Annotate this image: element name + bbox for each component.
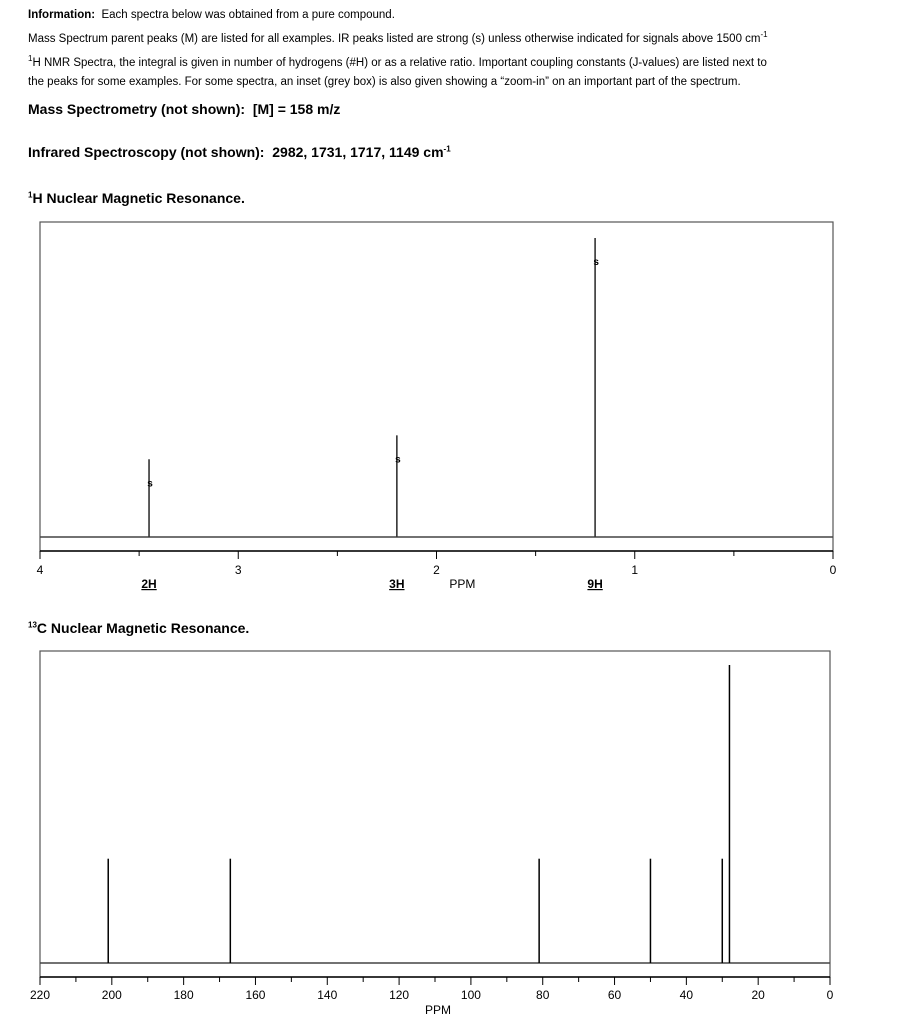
infrared-value: 2982, 1731, 1717, 1149 cm	[272, 144, 444, 160]
info-label: Information:	[28, 9, 96, 21]
h-nmr-tick-label: 0	[829, 563, 837, 577]
h-nmr-peak-multiplicity: s	[147, 478, 153, 490]
h-nmr-title-text: H Nuclear Magnetic Resonance.	[32, 190, 245, 206]
c-nmr-title-text: C Nuclear Magnetic Resonance.	[36, 620, 250, 636]
infrared-sup: -1	[443, 144, 451, 154]
c-nmr-tick-label: 140	[317, 988, 338, 1002]
c-nmr-tick-label: 220	[29, 988, 51, 1002]
c-nmr-tick-label: 200	[101, 988, 122, 1002]
info-text-4: the peaks for some examples. For some spectra, an inset (grey box) is also given showing a “zoom-in” on an important part of the spectrum.	[28, 75, 741, 88]
info-text-3: H NMR Spectra, the integral is given in number of hydrogens (#H) or as a relative ratio. Important coupling constants (J-values) are listed next to	[32, 56, 767, 69]
mass-spec-label: Mass Spectrometry (not shown):	[28, 101, 246, 117]
h-nmr-tick-label: 1	[631, 563, 639, 577]
c-nmr-tick-label: 160	[245, 988, 266, 1002]
c-nmr-title-sup: 13	[28, 620, 37, 630]
c-nmr-tick-label: 80	[536, 988, 550, 1002]
h-nmr-peak-multiplicity: s	[395, 454, 401, 466]
info-text-1: Each spectra below was obtained from a pure compound.	[101, 9, 395, 21]
infrared-label: Infrared Spectroscopy (not shown):	[28, 144, 265, 160]
h-nmr-peak-integral: 3H	[389, 577, 405, 591]
info-sup-3: 1	[28, 53, 33, 63]
h-nmr-tick-label: 2	[433, 563, 440, 577]
info-sup-2: -1	[760, 30, 768, 39]
h-nmr-frame	[40, 222, 833, 551]
h-nmr-peak-multiplicity: s	[593, 257, 599, 268]
c-nmr-tick-label: 0	[826, 988, 834, 1002]
c-nmr-tick-label: 180	[173, 988, 194, 1002]
c-nmr-tick-label: 100	[460, 988, 481, 1002]
c-nmr-tick-label: 120	[389, 988, 410, 1002]
c-nmr-tick-label: 60	[607, 988, 622, 1002]
h-nmr-peak-integral: 2H	[141, 577, 157, 591]
h-nmr-tick-label: 3	[234, 563, 242, 577]
info-text-2: Mass Spectrum parent peaks (M) are listed for all examples. IR peaks listed are strong (s) unless otherwise indicated for signals above 1500 cm	[28, 32, 761, 45]
h-nmr-peak-integral: 9H	[587, 577, 603, 591]
c-nmr-tick-label: 40	[679, 988, 694, 1002]
mass-spec-value: [M] = 158 m/z	[252, 101, 341, 117]
c-nmr-frame	[40, 651, 830, 977]
h-nmr-axis-label: PPM	[449, 577, 476, 591]
h-nmr-title-sup: 1	[28, 190, 33, 200]
c-nmr-axis-label: PPM	[424, 1003, 452, 1017]
c-nmr-tick-label: 20	[751, 988, 765, 1002]
h-nmr-tick-label: 4	[36, 563, 44, 577]
